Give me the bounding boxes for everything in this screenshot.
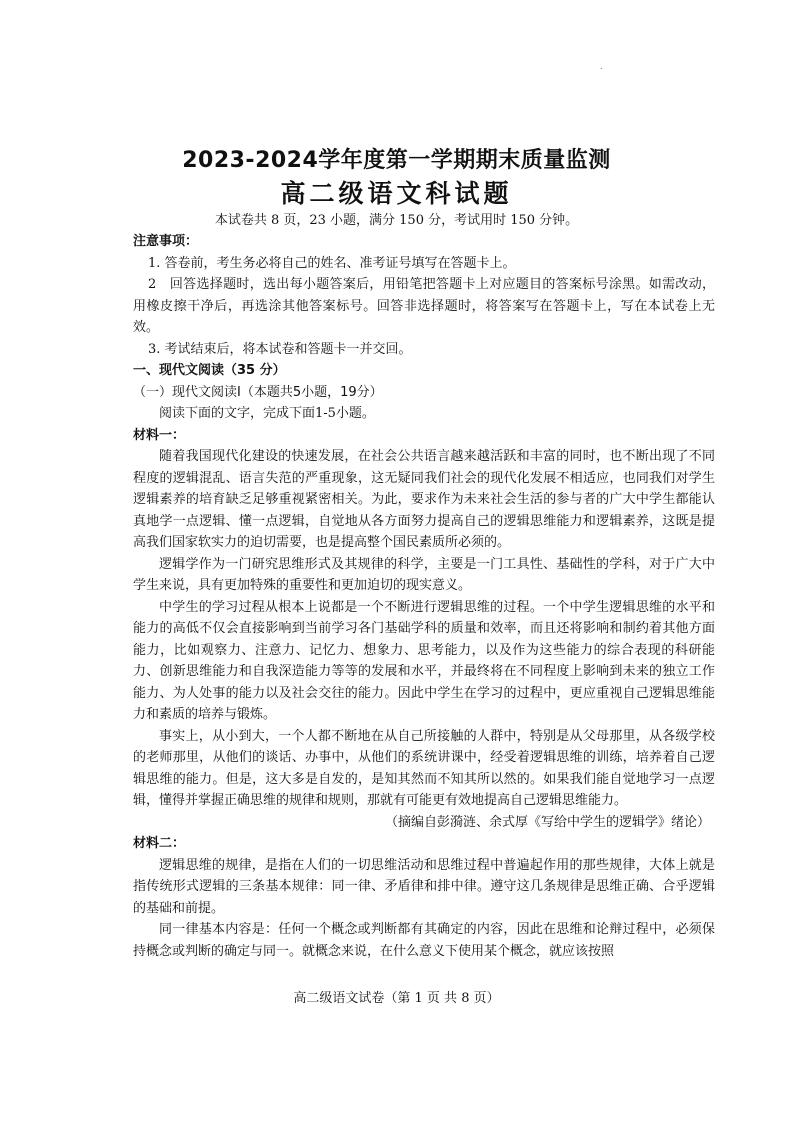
exam-info: 本试卷共 8 页，23 小题，满分 150 分，考试用时 150 分钟。 bbox=[214, 213, 579, 228]
section1-subheading: （一）现代文阅读Ⅰ（本题共5小题，19分） bbox=[133, 384, 383, 400]
section1-instruction: 阅读下面的文字，完成下面1-5小题。 bbox=[159, 406, 375, 421]
material2-paragraph: 逻辑思维的规律，是指在人们的一切思维活动和思维过程中普遍起作用的那些规律，大体上就是指传统形式逻辑的三条基本规律：同一律、矛盾律和排中律。遵守这几条规律是思维正确、合乎逻辑的基础和前提。 bbox=[133, 857, 715, 916]
exam-title: 2023-2024学年度第一学期期末质量监测 bbox=[182, 148, 611, 173]
notice-item-1: 1. 答卷前，考生务必将自己的姓名、准考证号填写在答题卡上。 bbox=[148, 255, 516, 271]
material2-label: 材料二： bbox=[133, 836, 186, 851]
exam-subject-title: 高二级语文科试题 bbox=[280, 179, 513, 208]
exam-content bbox=[133, 231, 715, 962]
notice-item-3: 3. 考试结束后，将本试卷和答题卡一并交回。 bbox=[148, 341, 412, 357]
material1-source: （摘编自彭漪涟、余式厚《写给中学生的逻辑学》绪论） bbox=[384, 814, 710, 830]
notice-item-2 bbox=[133, 274, 715, 339]
material2-paragraph: 同一律基本内容是：任何一个概念或判断都有其确定的内容，因此在思维和论辩过程中，必须保持概念或判断的确定与同一。就概念来说，在什么意义下使用某个概念，就应该按照 bbox=[133, 922, 715, 959]
material1-paragraph: 逻辑学作为一门研究思维形式及其规律的科学，主要是一门工具性、基础性的学科，对于广大中学生来说，具有更加特殊的重要性和更加迫切的现实意义。 bbox=[133, 556, 715, 593]
section1-heading: 一、现代文阅读（35 分） bbox=[133, 363, 286, 378]
notice-heading: 注意事项： bbox=[133, 234, 199, 249]
notice-item-2-text: 2 回答选择题时，选出每小题答案后，用铅笔把答题卡上对应题目的答案标号涂黑。如需改动，用橡皮擦干净后，再选涂其他答案标号。回答非选择题时，将答案写在答题卡上，写在本试卷上无效。 bbox=[133, 277, 715, 335]
material1-label: 材料一： bbox=[133, 427, 186, 443]
page-mark: . bbox=[600, 62, 603, 71]
material1-paragraph: 随着我国现代化建设的快速发展，在社会公共语言越来越活跃和丰富的同时，也不断出现了不同程度的逻辑混乱、语言失范的严重现象，这无疑同我们社会的现代化发展不相适应，也同我们对学生逻辑素养的培育缺乏足够重视紧密相关。为此，要求作为未来社会生活的参与者的广大中学生都能认真地学一点逻辑、懂一点逻辑，自觉地从各方面努力提高自己的逻辑思维能力和逻辑素养，这既是提高我们国家软实力的迫切需要，也是提高整个国民素质所必须的。 bbox=[133, 449, 715, 550]
material1-paragraph: 中学生的学习过程从根本上说都是一个不断进行逻辑思维的过程。一个中学生逻辑思维的水平和能力的高低不仅会直接影响到当前学习各门基础学科的质量和效率，而且还将影响和制约着其他方面能力，比如观察力、注意力、记忆力、想象力、思考能力，以及作为这些能力的综合表现的科研能力、创新思维能力和自我深造能力等等的发展和水平，并最终将在不同程度上影响到未来的独立工作能力、为人处事的能力以及社会交往的能力。因此中学生在学习的过程中，更应重视自己逻辑思维能力和素质的培养与锻炼。 bbox=[133, 599, 715, 722]
material1-paragraph: 事实上，从小到大，一个人都不断地在从自己所接触的人群中，特别是从父母那里，从各级学校的老师那里，从他们的谈话、办事中，从他们的系统讲课中，经受着逻辑思维的训练，培养着自己逻辑思维的能力。但是，这大多是自发的，是知其然而不知其所以然的。如果我们能自觉地学习一点逻辑，懂得并掌握正确思维的规律和规则，那就有可能更有效地提高自己逻辑思维能力。 bbox=[133, 728, 715, 808]
page-footer: 高二级语文试卷（第 1 页 共 8 页） bbox=[293, 991, 500, 1006]
